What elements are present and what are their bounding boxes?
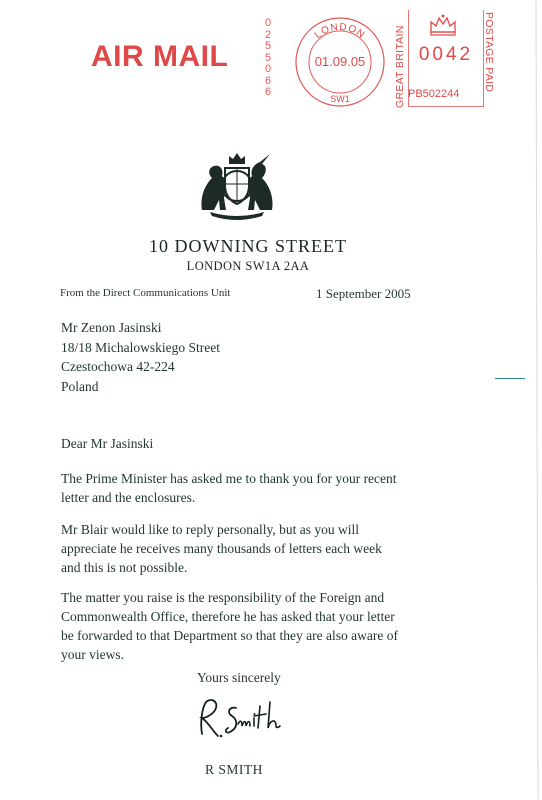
franking-digits: 0255066: [264, 17, 272, 98]
recipient-address: [61, 318, 220, 396]
margin-mark: [495, 378, 525, 379]
recipient-street: 18/18 Michalowskiego Street: [61, 339, 220, 355]
letter-date: 1 September 2005: [316, 286, 411, 301]
postmark-date: 01.09.05: [314, 54, 366, 69]
postage-paid-label: POSTAGE PAID: [483, 12, 495, 93]
recipient-country: Poland: [61, 378, 99, 394]
airmail-label: AIR MAIL: [91, 40, 229, 73]
licence-number: PB502244: [408, 88, 460, 100]
recipient-city: Czestochowa 42-224: [61, 359, 175, 374]
sender-unit: From the Direct Communications Unit: [60, 287, 231, 299]
great-britain-label: GREAT BRITAIN: [394, 25, 406, 108]
svg-text:LONDON: [313, 22, 367, 41]
handwritten-signature: [188, 694, 288, 742]
crown-icon: [428, 14, 458, 36]
body-paragraph-1: The Prime Minister has asked me to thank you for your recent letter and the enclosures.: [61, 471, 397, 505]
signatory-name: R SMITH: [205, 762, 263, 777]
royal-coat-of-arms-icon: [192, 150, 282, 220]
postmark-code: SW1: [330, 94, 350, 104]
postage-value: 0042: [418, 44, 474, 65]
body-paragraph-3: The matter you raise is the responsibility of the Foreign and Commonwealth Office, therefore he has asked that your letter be forwarded to that Department so that they are also aware of your views.: [61, 590, 398, 662]
postmark-city: LONDON: [312, 21, 368, 42]
salutation: Dear Mr Jasinski: [61, 436, 154, 451]
page-edge-shadow: [530, 0, 542, 800]
body-paragraph-2: Mr Blair would like to reply personally, but as you will appreciate he receives many thousands of letters each week and this is not possible.: [61, 522, 382, 575]
letterhead-address-line1: 10 DOWNING STREET: [149, 236, 347, 256]
letterhead-address-line2: LONDON SW1A 2AA: [186, 259, 310, 273]
recipient-name: Mr Zenon Jasinski: [61, 320, 162, 335]
valediction: Yours sincerely: [197, 670, 281, 685]
